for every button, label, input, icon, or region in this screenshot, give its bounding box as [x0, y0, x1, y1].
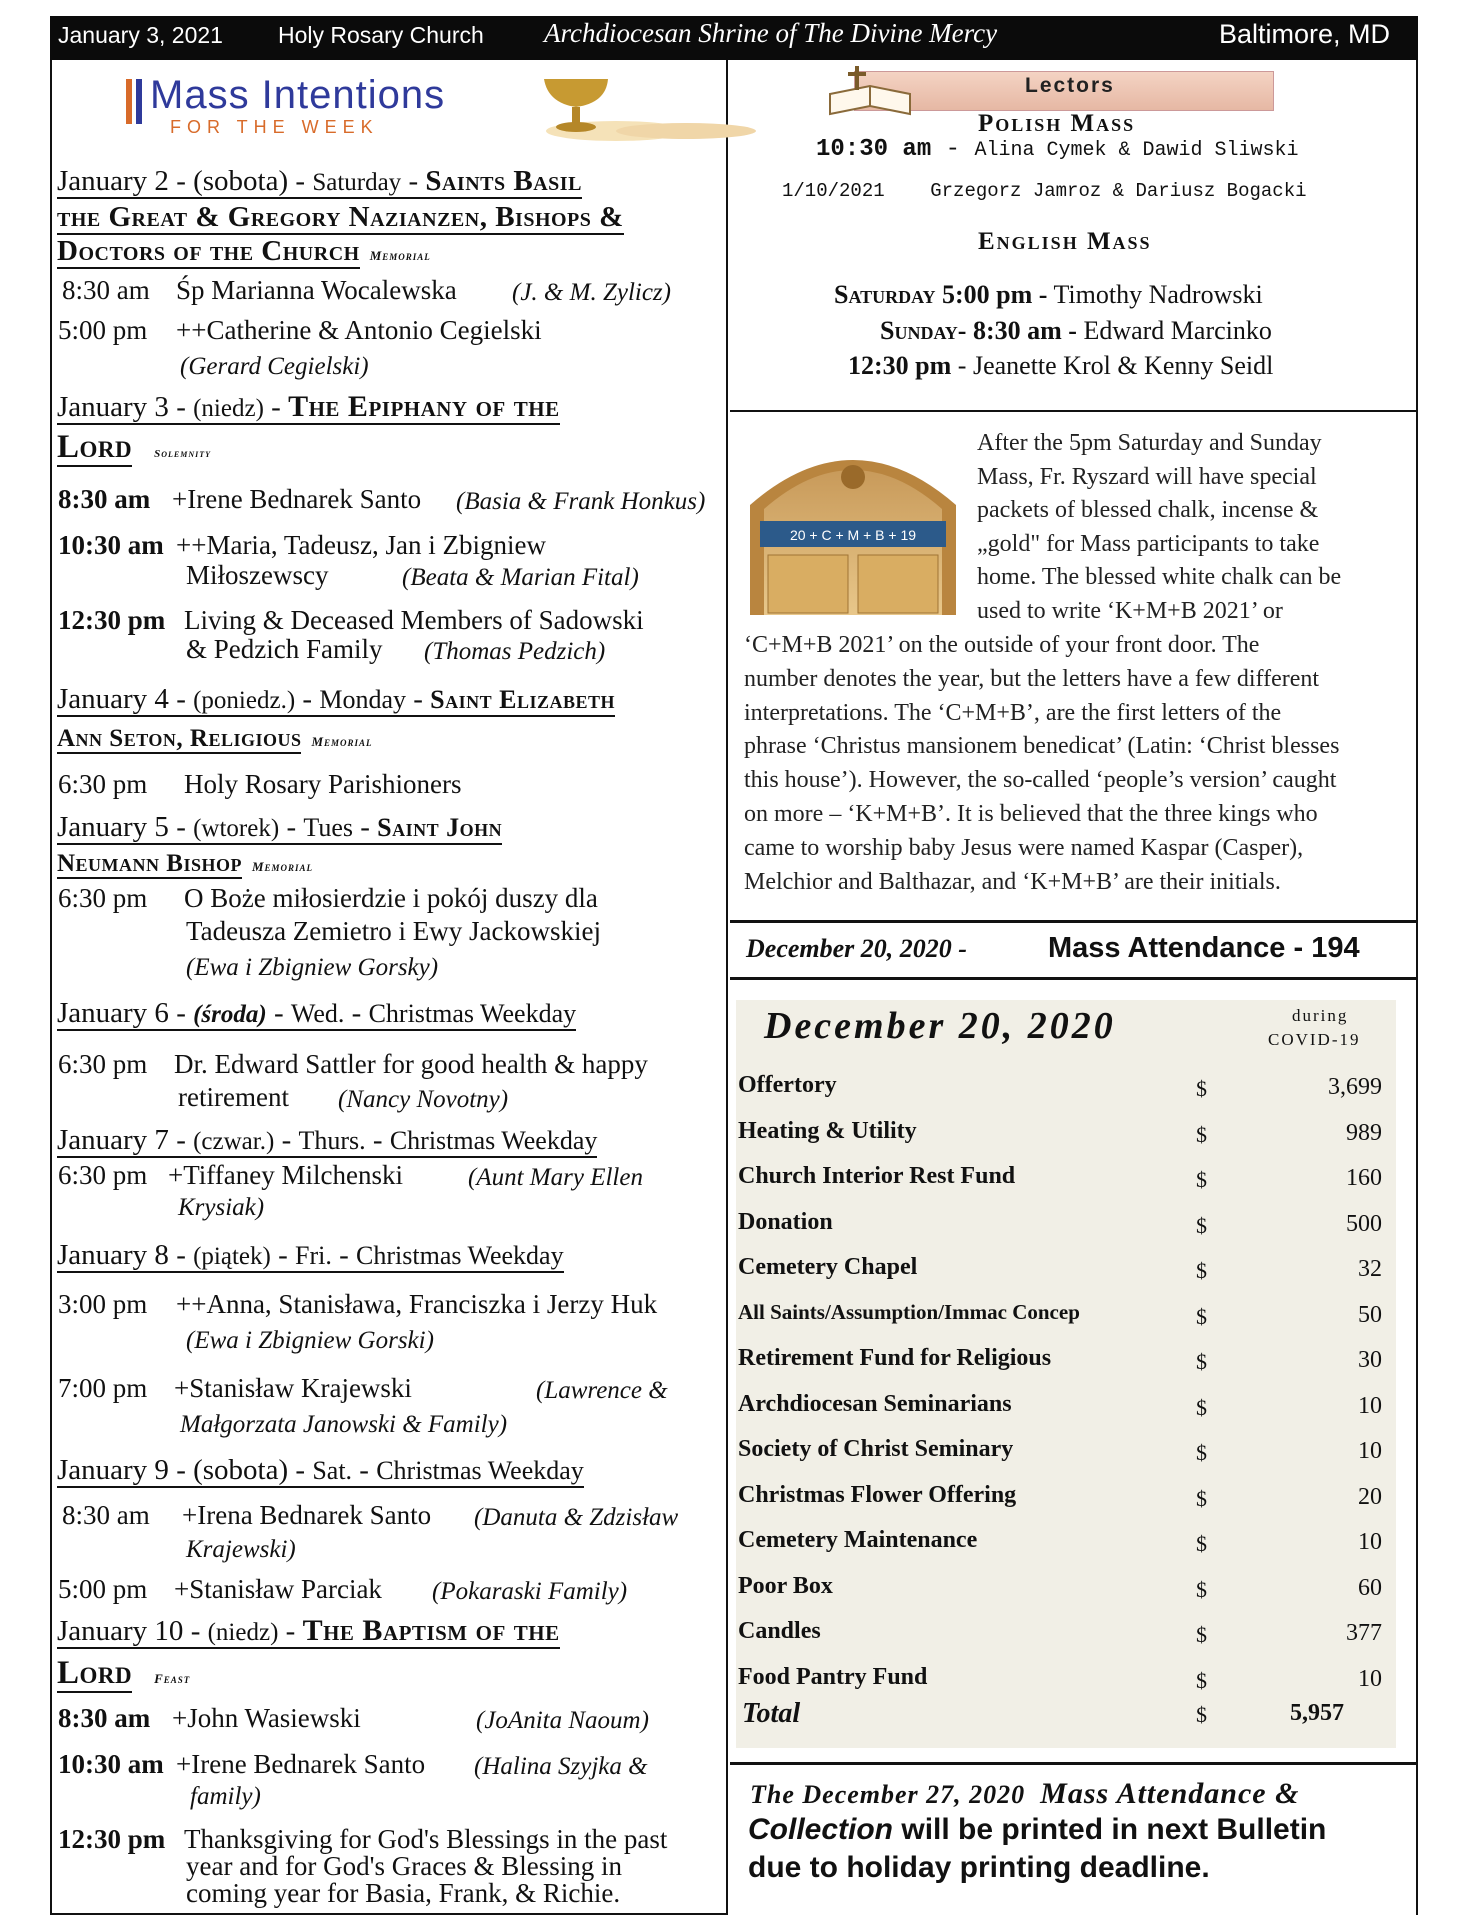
- chalk-text-line: After the 5pm Saturday and Sunday: [977, 430, 1322, 456]
- attendance-banner: [730, 924, 1416, 980]
- requested-by: family): [190, 1783, 261, 1810]
- mass-time: 6:30 pm: [58, 769, 148, 799]
- mass-time: 10:30 am: [58, 1749, 164, 1779]
- requested-by: (Danuta & Zdzisław: [474, 1504, 679, 1531]
- mass-time: 6:30 pm: [58, 1049, 148, 1079]
- collection-row-label: Food Pantry Fund: [738, 1663, 928, 1690]
- mass-intention: ++Maria, Tadeusz, Jan i Zbigniew: [176, 530, 546, 560]
- mass-intention: retirement: [178, 1082, 289, 1112]
- chalk-text-line: packets of blessed chalk, incense &: [977, 497, 1319, 524]
- day-heading-jan-10: January 10 - (niedz) - The Baptism of the: [57, 1614, 560, 1647]
- chalk-text-line: this house’). However, the so-called ‘people’s version’ caught: [744, 767, 1337, 794]
- requested-by: Krajewski): [186, 1536, 296, 1563]
- requested-by: (Pokaraski Family): [432, 1578, 628, 1605]
- mass-intention: +Tiffaney Milchenski: [168, 1160, 403, 1190]
- collection-row-amount: 10: [1358, 1665, 1382, 1692]
- mass-time: 7:00 pm: [58, 1373, 148, 1403]
- mass-time: 8:30 am: [58, 1703, 151, 1733]
- chalk-text-line: number denotes the year, but the letters have a few different: [744, 665, 1320, 692]
- english-mass-heading: English Mass: [978, 228, 1152, 255]
- requested-by: (J. & M. Zylicz): [512, 279, 671, 306]
- collection-table: [736, 1000, 1396, 1748]
- mass-intentions-title: Mass Intentions: [150, 73, 446, 117]
- mass-time: 12:30 pm: [58, 1824, 166, 1854]
- collection-row-label: Church Interior Rest Fund: [738, 1163, 1016, 1189]
- mass-intention: Living & Deceased Members of Sadowski: [184, 605, 644, 635]
- collection-row-currency: $: [1196, 1622, 1207, 1647]
- requested-by: (Ewa i Zbigniew Gorski): [186, 1327, 434, 1354]
- collection-row-currency: $: [1196, 1258, 1207, 1283]
- mass-intention: Thanksgiving for God's Blessings in the past: [184, 1824, 668, 1854]
- chalk-text-line: ‘C+M+B 2021’ on the outside of your front door. The: [744, 632, 1260, 658]
- collection-row-label: Heating & Utility: [738, 1117, 917, 1144]
- feast-name: Neumann Bishop Memorial: [57, 850, 314, 877]
- collection-row-amount: 60: [1358, 1574, 1382, 1601]
- requested-by: (Aunt Mary Ellen: [468, 1164, 643, 1191]
- printing-notice: [730, 1762, 1416, 1914]
- bulletin-date: January 3, 2021: [58, 22, 223, 48]
- collection-row-currency: $: [1196, 1349, 1207, 1374]
- door-image: [740, 425, 966, 615]
- mass-intention: +Irene Bednarek Santo: [172, 484, 422, 514]
- collection-row-amount: 20: [1358, 1483, 1382, 1510]
- mass-intention: +Irena Bednarek Santo: [182, 1500, 432, 1530]
- attendance-count: Mass Attendance - 194: [1048, 932, 1360, 964]
- chalk-text-line: Melchior and Balthazar, and ‘K+M+B’ are their initials.: [744, 868, 1281, 895]
- collection-row-amount: 30: [1358, 1347, 1382, 1373]
- day-heading-jan-2: January 2 - (sobota) - Saturday - Saints Basil: [57, 165, 582, 197]
- mass-intention: Miłoszewscy: [186, 560, 329, 590]
- english-lector-row: Saturday 5:00 pm - Timothy Nadrowski: [834, 280, 1263, 309]
- mass-time: 12:30 pm: [58, 605, 166, 635]
- requested-by: (Basia & Frank Honkus): [456, 488, 706, 515]
- mass-intention: +Stanisław Krajewski: [174, 1373, 412, 1403]
- mass-row: 8:30 am: [62, 275, 150, 305]
- day-heading-jan-7: January 7 - (czwar.) - Thurs. - Christmas Weekday: [57, 1124, 598, 1156]
- collection-row-amount: 3,699: [1328, 1074, 1382, 1100]
- requested-by: (Lawrence &: [536, 1377, 668, 1404]
- day-heading-jan-4: January 4 - (poniedz.) - Monday - Saint Elizabeth: [57, 683, 616, 715]
- collection-row-amount: 500: [1346, 1210, 1382, 1237]
- collection-row-currency: $: [1196, 1394, 1207, 1420]
- collection-row-label: Cemetery Chapel: [738, 1254, 918, 1280]
- collection-row-currency: $: [1196, 1303, 1207, 1329]
- requested-by: (Beata & Marian Fital): [402, 564, 639, 591]
- mass-time: 8:30 am: [62, 1500, 150, 1530]
- chalk-text-line: used to write ‘K+M+B 2021’ or: [977, 598, 1283, 624]
- feast-rank: Memorial: [369, 248, 431, 263]
- lectors-label: Lectors: [1025, 74, 1115, 97]
- chalk-text-line: „gold" for Mass participants to take: [977, 530, 1320, 557]
- mass-time: 8:30 am: [58, 484, 151, 514]
- requested-by: Małgorzata Janowski & Family): [180, 1411, 508, 1438]
- mass-time: 5:00 pm: [58, 1574, 148, 1604]
- collection-row-label: Cemetery Maintenance: [738, 1527, 978, 1553]
- notice-line: The December 27, 2020 Mass Attendance &: [750, 1777, 1300, 1810]
- covid-note: COVID-19: [1268, 1030, 1361, 1049]
- feast-name: Ann Seton, Religious Memorial: [57, 725, 373, 752]
- collection-row-amount: 32: [1358, 1256, 1382, 1282]
- english-lector-row: 12:30 pm - Jeanette Krol & Kenny Seidl: [848, 351, 1274, 380]
- polish-lector-row: 1/10/2021 Grzegorz Jamroz & Dariusz Bogacki: [782, 180, 1307, 202]
- feast-name: Doctors of the Church Memorial: [57, 235, 431, 267]
- shrine-name: Archdiocesan Shrine of The Divine Mercy: [544, 18, 998, 48]
- mass-time: 6:30 pm: [58, 883, 148, 913]
- collection-row-label: Society of Christ Seminary: [738, 1436, 1014, 1462]
- requested-by: (Thomas Pedzich): [424, 638, 606, 665]
- mass-time: 3:00 pm: [58, 1289, 148, 1319]
- chalk-text-line: came to worship baby Jesus were named Kaspar (Casper),: [744, 834, 1304, 861]
- mass-time: 5:00 pm: [58, 315, 148, 345]
- mass-intention: Tadeusza Zemietro i Ewy Jackowskiej: [186, 916, 601, 946]
- mass-intention: year and for God's Graces & Blessing in: [186, 1851, 623, 1881]
- total-currency: $: [1196, 1702, 1207, 1727]
- collection-row-currency: $: [1196, 1485, 1207, 1511]
- mass-intention: +John Wasiewski: [172, 1703, 361, 1733]
- logo-bar-blue: [136, 79, 142, 124]
- collection-row-currency: $: [1196, 1440, 1207, 1465]
- total-amount: 5,957: [1290, 1700, 1344, 1726]
- bible-icon: [825, 64, 915, 120]
- mass-intention: & Pedzich Family: [186, 634, 383, 664]
- notice-line: due to holiday printing deadline.: [748, 1851, 1210, 1884]
- attendance-date: December 20, 2020 -: [746, 934, 967, 963]
- lectors-section: [730, 60, 1416, 412]
- requested-by: (Nancy Novotny): [338, 1086, 509, 1113]
- collection-row-label: All Saints/Assumption/Immac Concep: [738, 1299, 1080, 1324]
- collection-row-label: Christmas Flower Offering: [738, 1481, 1017, 1508]
- requested-by: (Gerard Cegielski): [180, 353, 369, 380]
- mass-intention: Śp Marianna Wocalewska: [176, 275, 457, 305]
- covid-note: during: [1292, 1006, 1349, 1025]
- polish-lector-row: 10:30 am - Alina Cymek & Dawid Sliwski: [816, 136, 1299, 163]
- mass-intention: Holy Rosary Parishioners: [184, 769, 462, 799]
- collection-row-amount: 160: [1346, 1165, 1382, 1191]
- english-lector-row: Sunday- 8:30 am - Edward Marcinko: [880, 316, 1272, 345]
- mass-intentions-subtitle: FOR THE WEEK: [170, 117, 379, 137]
- notice-line: Collection will be printed in next Bulletin: [748, 1813, 1327, 1846]
- feast-rank: Memorial: [311, 734, 373, 749]
- collection-row-currency: $: [1196, 1076, 1207, 1101]
- feast-rank: Memorial: [251, 859, 314, 874]
- requested-by: Krysiak): [178, 1194, 265, 1221]
- feast-rank: Feast: [154, 1671, 191, 1686]
- requested-by: (Ewa i Zbigniew Gorsky): [186, 954, 439, 981]
- collection-row-amount: 50: [1358, 1301, 1382, 1328]
- lectors-banner: [854, 71, 1274, 111]
- chalk-text-line: on more – ‘K+M+B’. It is believed that the three kings who: [744, 801, 1318, 827]
- collection-row-amount: 10: [1358, 1529, 1382, 1555]
- mass-time: 10:30 am: [58, 530, 164, 560]
- collection-row-label: Archdiocesan Seminarians: [738, 1390, 1012, 1417]
- day-heading-jan-6: January 6 - (środa) - Wed. - Christmas Weekday: [57, 997, 577, 1029]
- requested-by: (JoAnita Naoum): [476, 1707, 649, 1734]
- collection-row-label: Offertory: [738, 1072, 837, 1098]
- feast-name: Lord Feast: [57, 1655, 191, 1691]
- mass-time: 6:30 pm: [58, 1160, 148, 1190]
- collection-row-currency: $: [1196, 1121, 1207, 1147]
- chalk-text-line: home. The blessed white chalk can be: [977, 564, 1342, 591]
- church-name: Holy Rosary Church: [278, 22, 484, 48]
- collection-row-label: Retirement Fund for Religious: [738, 1345, 1052, 1371]
- requested-by: (Halina Szyjka &: [474, 1753, 648, 1780]
- collection-row-currency: $: [1196, 1667, 1207, 1693]
- city: Baltimore, MD: [1218, 19, 1390, 49]
- collection-row-amount: 377: [1346, 1620, 1382, 1646]
- blessed-chalk-article: [730, 413, 1416, 923]
- mass-intention: +Stanisław Parciak: [174, 1574, 382, 1604]
- collection-row-currency: $: [1196, 1531, 1207, 1556]
- day-heading-jan-8: January 8 - (piątek) - Fri. - Christmas Weekday: [57, 1239, 564, 1271]
- collection-row-amount: 989: [1346, 1119, 1382, 1146]
- feast-name: Lord Solemnity: [57, 429, 212, 465]
- collection-title: December 20, 2020: [764, 1005, 1116, 1047]
- mass-intention: O Boże miłosierdzie i pokój duszy dla: [184, 883, 598, 913]
- mass-intention: +Irene Bednarek Santo: [176, 1749, 426, 1779]
- total-label: Total: [742, 1698, 801, 1729]
- feast-name: the Great & Gregory Nazianzen, Bishops &: [57, 201, 624, 233]
- mass-intention: Dr. Edward Sattler for good health & happy: [174, 1049, 648, 1079]
- collection-row-currency: $: [1196, 1167, 1207, 1192]
- door-inscription: 20 + C + M + B + 19: [789, 527, 917, 543]
- chalk-text-line: interpretations. The ‘C+M+B’, are the first letters of the: [744, 699, 1282, 726]
- collection-row-label: Candles: [738, 1618, 821, 1644]
- mass-intention: ++Anna, Stanisława, Franciszka i Jerzy Huk: [176, 1289, 658, 1319]
- logo-bar-orange: [126, 79, 132, 124]
- feast-rank: Solemnity: [154, 448, 212, 460]
- chalk-text-line: Mass, Fr. Ryszard will have special: [977, 463, 1317, 490]
- polish-mass-heading: Polish Mass: [978, 110, 1136, 137]
- day-heading-jan-3: January 3 - (niedz) - The Epiphany of the: [57, 390, 560, 423]
- mass-intention: ++Catherine & Antonio Cegielski: [176, 315, 542, 345]
- collection-row-amount: 10: [1358, 1392, 1382, 1419]
- collection-row-label: Poor Box: [738, 1572, 833, 1599]
- collection-row-currency: $: [1196, 1576, 1207, 1602]
- day-heading-jan-9: January 9 - (sobota) - Sat. - Christmas Weekday: [57, 1454, 584, 1486]
- collection-row-amount: 10: [1358, 1438, 1382, 1464]
- header-bar: [50, 16, 1418, 60]
- mass-intentions-logo: [50, 60, 728, 150]
- day-heading-jan-5: January 5 - (wtorek) - Tues - Saint John: [57, 811, 503, 843]
- chalk-text-line: phrase ‘Christus mansionem benedicat’ (Latin: ‘Christ blesses: [744, 733, 1340, 760]
- collection-row-currency: $: [1196, 1212, 1207, 1238]
- collection-row-label: Donation: [738, 1208, 833, 1235]
- mass-intention: coming year for Basia, Frank, & Richie.: [186, 1878, 621, 1908]
